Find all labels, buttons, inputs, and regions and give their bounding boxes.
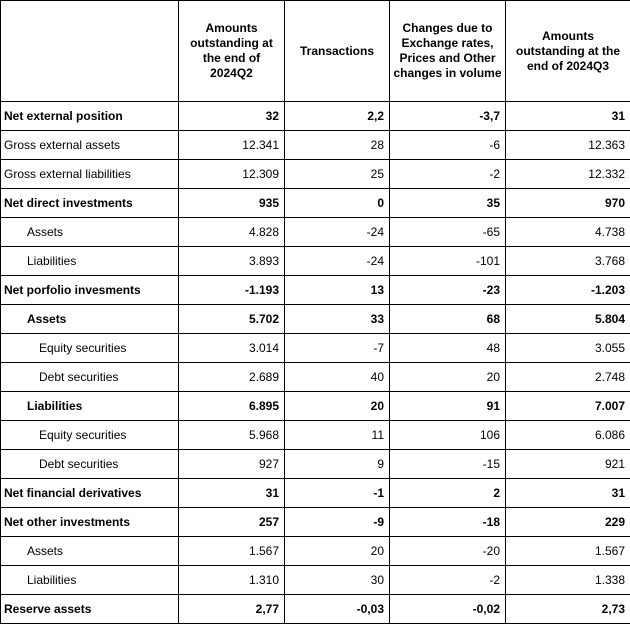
value-cell: 2,77: [179, 595, 285, 624]
value-cell: 257: [179, 508, 285, 537]
value-cell: 1.567: [179, 537, 285, 566]
value-cell: 13: [285, 276, 390, 305]
table-row: [1, 537, 630, 566]
value-cell: 48: [390, 334, 506, 363]
value-cell: 927: [179, 450, 285, 479]
header-cell-outstanding-q2: Amounts outstanding at the end of 2024Q2: [179, 1, 285, 102]
table-row: [1, 421, 630, 450]
value-cell: 2: [390, 479, 506, 508]
header-cell-other-changes: Changes due to Exchange rates, Prices and Other changes in volume: [390, 1, 506, 102]
value-cell: 12.363: [506, 131, 630, 160]
value-cell: 12.309: [179, 160, 285, 189]
value-cell: 935: [179, 189, 285, 218]
table-row: [1, 189, 630, 218]
table-row: [1, 363, 630, 392]
header-cell-transactions: Transactions: [285, 1, 390, 102]
value-cell: 12.332: [506, 160, 630, 189]
value-cell: 20: [285, 537, 390, 566]
row-label: Net direct investments: [1, 189, 179, 218]
table-row: [1, 595, 630, 624]
value-cell: 1.310: [179, 566, 285, 595]
row-label: Liabilities: [1, 392, 179, 421]
value-cell: 2.689: [179, 363, 285, 392]
value-cell: -15: [390, 450, 506, 479]
row-label: Assets: [1, 537, 179, 566]
row-label: Equity securities: [1, 334, 179, 363]
value-cell: -9: [285, 508, 390, 537]
table-row: [1, 218, 630, 247]
value-cell: 2.748: [506, 363, 630, 392]
table-row: [1, 247, 630, 276]
table-row: [1, 392, 630, 421]
value-cell: -1.193: [179, 276, 285, 305]
value-cell: -24: [285, 218, 390, 247]
value-cell: -1.203: [506, 276, 630, 305]
value-cell: -3,7: [390, 102, 506, 131]
value-cell: 5.968: [179, 421, 285, 450]
row-label: Debt securities: [1, 450, 179, 479]
table-row: [1, 450, 630, 479]
value-cell: 32: [179, 102, 285, 131]
value-cell: -18: [390, 508, 506, 537]
row-label: Net external position: [1, 102, 179, 131]
row-label: Debt securities: [1, 363, 179, 392]
value-cell: 40: [285, 363, 390, 392]
value-cell: -7: [285, 334, 390, 363]
header-row: [1, 1, 630, 102]
value-cell: -2: [390, 566, 506, 595]
value-cell: 4.738: [506, 218, 630, 247]
table-row: [1, 479, 630, 508]
row-label: Net porfolio invesments: [1, 276, 179, 305]
value-cell: -6: [390, 131, 506, 160]
value-cell: 20: [285, 392, 390, 421]
table-body: [1, 102, 630, 624]
value-cell: -101: [390, 247, 506, 276]
row-label: Reserve assets: [1, 595, 179, 624]
value-cell: 6.895: [179, 392, 285, 421]
value-cell: 31: [506, 102, 630, 131]
table-row: [1, 566, 630, 595]
value-cell: 970: [506, 189, 630, 218]
value-cell: 106: [390, 421, 506, 450]
value-cell: -0,02: [390, 595, 506, 624]
value-cell: 20: [390, 363, 506, 392]
value-cell: -1: [285, 479, 390, 508]
table-row: [1, 508, 630, 537]
value-cell: 7.007: [506, 392, 630, 421]
value-cell: 921: [506, 450, 630, 479]
value-cell: 31: [506, 479, 630, 508]
row-label: Net financial derivatives: [1, 479, 179, 508]
value-cell: 68: [390, 305, 506, 334]
value-cell: 11: [285, 421, 390, 450]
value-cell: 1.338: [506, 566, 630, 595]
row-label: Liabilities: [1, 247, 179, 276]
value-cell: -2: [390, 160, 506, 189]
row-label: Liabilities: [1, 566, 179, 595]
value-cell: 28: [285, 131, 390, 160]
table-row: [1, 102, 630, 131]
header-cell-label: [1, 1, 179, 102]
table-row: [1, 276, 630, 305]
value-cell: 3.014: [179, 334, 285, 363]
value-cell: 1.567: [506, 537, 630, 566]
value-cell: 3.055: [506, 334, 630, 363]
value-cell: 229: [506, 508, 630, 537]
value-cell: -0,03: [285, 595, 390, 624]
value-cell: 31: [179, 479, 285, 508]
table-row: [1, 305, 630, 334]
row-label: Net other investments: [1, 508, 179, 537]
row-label: Equity securities: [1, 421, 179, 450]
table-row: [1, 334, 630, 363]
header-cell-outstanding-q3: Amounts outstanding at the end of 2024Q3: [506, 1, 630, 102]
value-cell: 91: [390, 392, 506, 421]
table-row: [1, 160, 630, 189]
value-cell: -23: [390, 276, 506, 305]
value-cell: 2,2: [285, 102, 390, 131]
value-cell: 35: [390, 189, 506, 218]
value-cell: 4.828: [179, 218, 285, 247]
row-label: Assets: [1, 305, 179, 334]
table-row: [1, 131, 630, 160]
value-cell: 3.893: [179, 247, 285, 276]
row-label: Assets: [1, 218, 179, 247]
value-cell: -24: [285, 247, 390, 276]
value-cell: 2,73: [506, 595, 630, 624]
value-cell: 9: [285, 450, 390, 479]
row-label: Gross external liabilities: [1, 160, 179, 189]
value-cell: 5.702: [179, 305, 285, 334]
value-cell: 25: [285, 160, 390, 189]
value-cell: 5.804: [506, 305, 630, 334]
value-cell: 0: [285, 189, 390, 218]
value-cell: 30: [285, 566, 390, 595]
value-cell: 3.768: [506, 247, 630, 276]
value-cell: 12.341: [179, 131, 285, 160]
value-cell: 33: [285, 305, 390, 334]
value-cell: -20: [390, 537, 506, 566]
value-cell: -65: [390, 218, 506, 247]
value-cell: 6.086: [506, 421, 630, 450]
row-label: Gross external assets: [1, 131, 179, 160]
